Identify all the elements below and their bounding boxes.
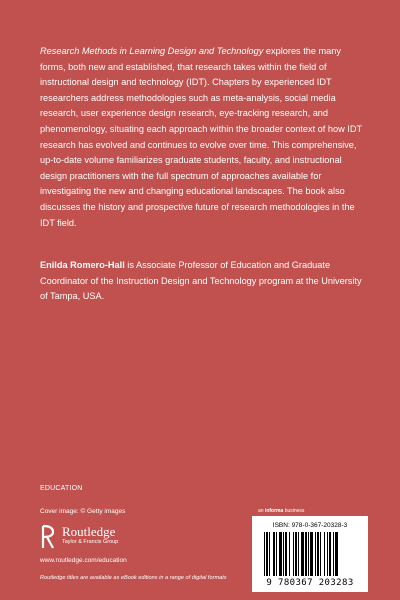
barcode-number: 9 780367 203283 xyxy=(266,578,354,588)
author-bio xyxy=(40,258,368,305)
book-description xyxy=(40,44,368,231)
publisher-name: Routledge xyxy=(62,524,116,539)
isbn-label: ISBN: 978-0-367-20328-3 xyxy=(272,522,348,529)
author-name: Enilda Romero-Hall xyxy=(40,260,125,270)
description-body: explores the many forms, both new and established, that research takes within the field of instructional design and technology (IDT). Chapters by experienced IDT researchers address methodologies such as meta-analysis, social media research, user experience design research, eye-tracking research, and phenomenology, situating each approach within the broader context of how IDT research has evolved and continues to evolve over time. This comprehensive, up-to-date volume familiarizes graduate students, faculty, and instructional design practitioners with the full spectrum of approaches available for investigating the new and changing educational landscapes. The book also discusses the history and prospective future of research methodologies in the IDT field. xyxy=(40,46,362,228)
ebook-note: Routledge titles are available as eBook editions in a range of digital formats xyxy=(40,575,227,581)
informa-business-label: an informa business xyxy=(258,508,305,514)
barcode-bars xyxy=(264,532,360,576)
publisher-url: www.routledge.com/education xyxy=(40,557,127,564)
barcode-panel xyxy=(252,516,368,592)
routledge-logo-icon xyxy=(40,524,56,550)
publisher-tagline: Taylor & Francis Group xyxy=(62,539,119,545)
informa-brand: informa xyxy=(264,508,284,514)
subject-category: EDUCATION xyxy=(40,485,83,492)
cover-credit: Cover image: © Getty images xyxy=(40,508,126,515)
book-title: Research Methods in Learning Design and Technology xyxy=(40,46,264,56)
author-bio-text: is Associate Professor of Education and Graduate Coordinator of the Instruction Design and Technology program at the University of Tampa, USA. xyxy=(40,260,362,302)
